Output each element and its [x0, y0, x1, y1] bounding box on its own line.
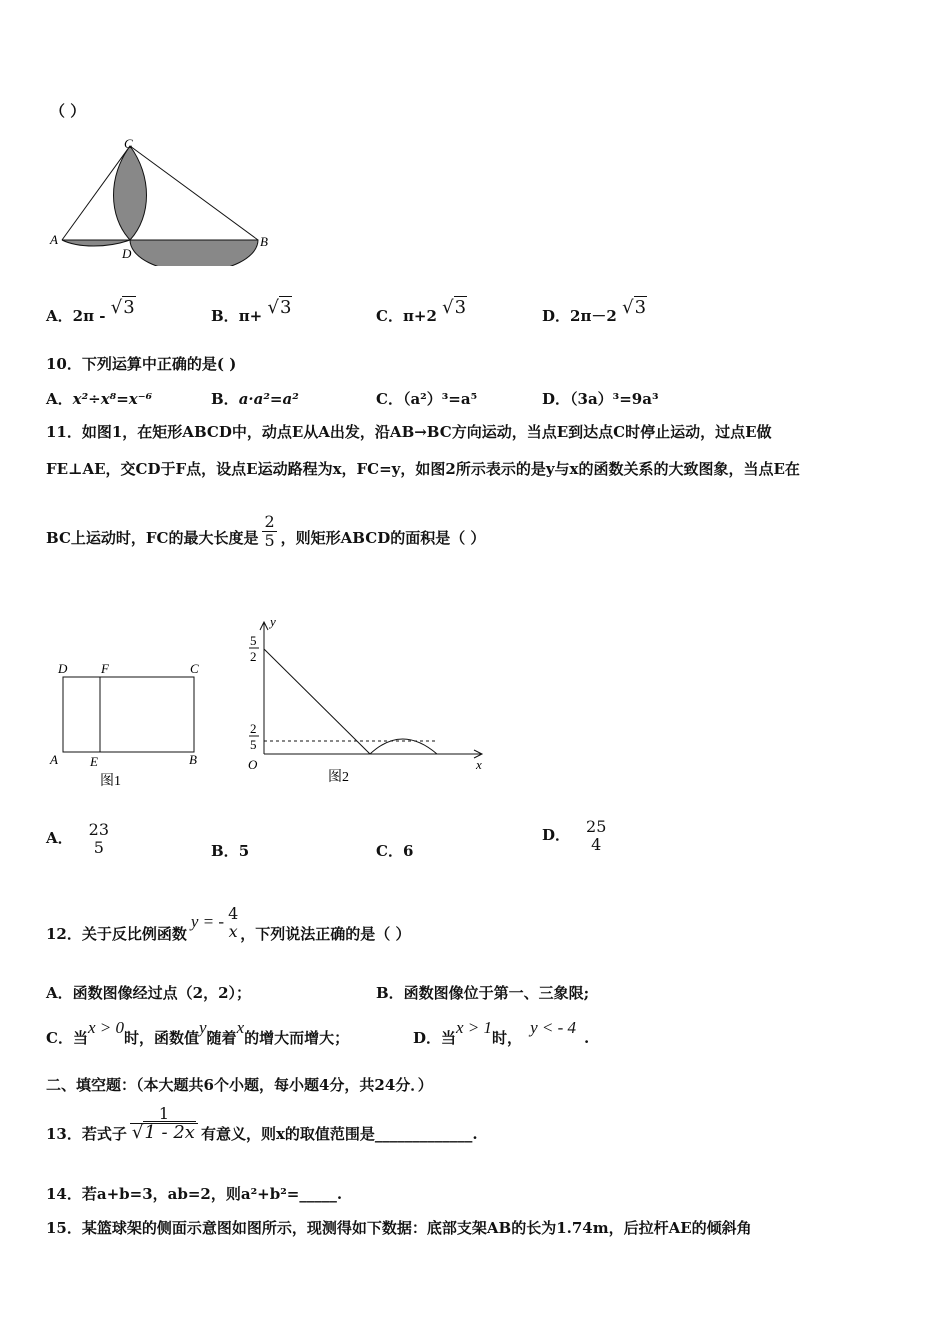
q9-label-d: D	[122, 246, 132, 261]
fig1-label-c: C	[190, 661, 199, 676]
fig1-label-f: F	[101, 661, 109, 676]
q11-figure-1	[46, 658, 216, 788]
q9-shaded-lens	[114, 146, 147, 240]
fig2-tick-top-n: 5	[250, 633, 257, 648]
fig1-label-d: D	[58, 661, 68, 676]
q12-stem: 12．关于反比例函数y = - 4 x ，下列说法正确的是（ ）	[46, 904, 411, 943]
q11-option-a[interactable]: A． 23 5	[46, 820, 109, 857]
q9-option-c[interactable]: C．π+2 √3	[376, 297, 467, 325]
fig2-caption: 图2	[328, 770, 349, 785]
fig1-label-b: B	[189, 752, 197, 767]
fig2-label-y: y	[270, 614, 276, 629]
fig2-tick-low-d: 5	[250, 737, 257, 752]
q12-option-a[interactable]: A．函数图像经过点（2，2）；	[46, 984, 252, 1002]
q11-option-b[interactable]: B．5	[211, 842, 250, 860]
fig2-tick-low-n: 2	[250, 721, 257, 736]
q9-figure	[48, 136, 288, 266]
fig1-caption: 图1	[100, 774, 121, 788]
q10-option-c[interactable]: C．（a²）³=a⁵	[376, 390, 478, 408]
q9-option-b[interactable]: B．π+ √3	[211, 297, 292, 325]
q10-stem: 10．下列运算中正确的是( )	[46, 355, 237, 373]
q9-shaded-ab	[130, 240, 258, 266]
q11-line3: BC上运动时，FC的最大长度是 $\frac{2}{5}$ ，则矩形ABCD的面积是（ ）	[46, 511, 486, 550]
q10-option-b[interactable]: B．a·a²=a²	[211, 390, 299, 408]
q9-label-b: B	[260, 234, 268, 249]
fig2-tick-top-d: 2	[250, 649, 257, 664]
section-2-heading: 二、填空题：（本大题共6个小题，每小题4分，共24分．）	[46, 1076, 433, 1094]
q13-stem: 13．若式子 $\frac{1}{√1 - 2x}$ 有意义，则x的取值范围是_____________.	[46, 1103, 478, 1143]
q12-option-b[interactable]: B．函数图像位于第一、三象限;	[376, 984, 590, 1002]
q9-option-d[interactable]: D．2π－2 √3	[542, 297, 647, 325]
q11-figure-2	[242, 612, 502, 787]
q14-stem: 14．若a+b=3，ab=2，则a²+b²=_____.	[46, 1185, 343, 1203]
q11-line1: 11．如图1，在矩形ABCD中，动点E从A出发，沿AB→BC方向运动，当点E到达点C时停止运动，过点E做	[46, 423, 772, 441]
q9-option-a[interactable]: A．2π - √3	[46, 297, 135, 325]
q11-option-c[interactable]: C．6	[376, 842, 414, 860]
fig1-label-e: E	[90, 754, 98, 769]
q11-option-d[interactable]: D． 25 4	[542, 817, 607, 854]
q9-label-a: A	[50, 232, 58, 247]
q11-line2: FE⊥AE，交CD于F点，设点E运动路程为x，FC=y，如图2所示表示的是y与x的函数关系的大致图象，当点E在	[46, 460, 800, 478]
fig2-label-x: x	[476, 757, 482, 772]
q10-option-d[interactable]: D．（3a）³=9a³	[542, 390, 659, 408]
fig2-label-o: O	[248, 757, 258, 772]
q15-stem: 15．某篮球架的侧面示意图如图所示，现测得如下数据：底部支架AB的长为1.74m，后拉杆AE的倾斜角	[46, 1219, 752, 1237]
q12-option-d[interactable]: D．当x > 1时，y < - 4.	[413, 1018, 590, 1047]
q9-paren: （ ）	[50, 102, 86, 120]
q9-shaded-ad	[62, 240, 130, 246]
q10-option-a[interactable]: A．x²÷x⁸=x⁻⁶	[46, 390, 153, 408]
q12-option-c[interactable]: C．当x > 0时，函数值y随着x的增大而增大；	[46, 1018, 350, 1047]
fig1-label-a: A	[50, 752, 58, 767]
q9-label-c: C	[124, 136, 133, 151]
